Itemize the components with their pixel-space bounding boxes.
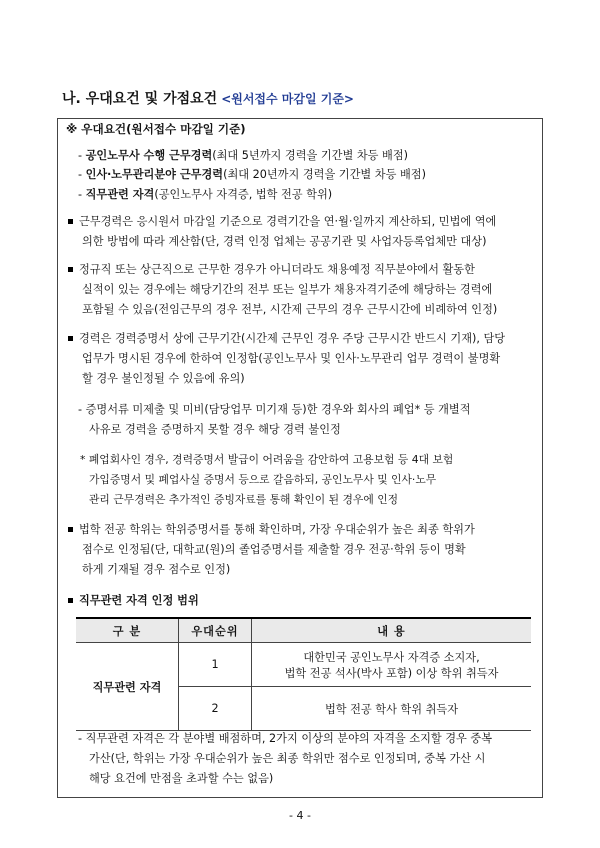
footnote-line: 관리 근무경력은 추가적인 증빙자료를 통해 확인이 된 경우에 인정 bbox=[89, 493, 399, 506]
section-title: 나. 우대요건 및 가점요건 bbox=[62, 91, 218, 107]
note-line: - 직무관련 자격은 각 분야별 배점하며, 2가지 이상의 분야의 자격을 소지할 경우 중복 bbox=[78, 732, 493, 745]
table-cell-content: 대한민국 공인노무사 자격증 소지자, 법학 전공 석사(박사 포함) 이상 학위 취득자 bbox=[252, 643, 532, 687]
box-title: ※ 우대요건(원서접수 마감일 기준) bbox=[66, 122, 246, 136]
note-line: 해당 요건에 만점을 초과할 수는 없음) bbox=[89, 772, 274, 785]
paragraph-line: 실적이 있는 경우에는 해당기간의 전부 또는 일부가 채용자격기준에 해당하는 경력에 bbox=[82, 283, 493, 296]
paragraph-line: 하게 기재될 경우 점수로 인정) bbox=[82, 563, 231, 576]
page-number: - 4 - bbox=[289, 809, 311, 822]
table-header: 구 분 bbox=[76, 618, 179, 643]
table-header: 우대순위 bbox=[179, 618, 252, 643]
footnote-line: 가입증명서 및 폐업사실 증명서 등으로 갈음하되, 공인노무사 및 인사‧노무 bbox=[89, 473, 437, 486]
paragraph-line: - 증명서류 미제출 및 미비(담당업무 미기재 등)한 경우와 회사의 폐업* 등 개별적 bbox=[78, 403, 471, 416]
paragraph-line: 할 경우 불인정될 수 있음에 유의) bbox=[82, 372, 245, 385]
paragraph-line: 포함될 수 있음(전임근무의 경우 전부, 시간제 근무의 경우 근무시간에 비례하여 인정) bbox=[82, 303, 498, 316]
note-line: 가산(단, 학위는 가장 우대순위가 높은 최종 학위만 점수로 인정되며, 중복 가산 시 bbox=[89, 752, 486, 765]
table-cell-content: 법학 전공 학사 학위 취득자 bbox=[252, 687, 532, 731]
qualification-table bbox=[76, 617, 531, 731]
paragraph-line: 의한 방법에 따라 계산함(단, 경력 인정 업체는 공공기관 및 사업자등록업체만 대상) bbox=[82, 235, 487, 248]
footnote-line: * 폐업회사인 경우, 경력증명서 발급이 어려움을 감안하여 고용보험 등 4대 보험 bbox=[80, 453, 454, 466]
list-item: - 직무관련 자격(공인노무사 자격증, 법학 전공 학위) bbox=[78, 188, 333, 201]
paragraph-line: 업무가 명시된 경우에 한하여 인정함(공인노무사 및 인사‧노무관리 업무 경력이 불명확 bbox=[82, 352, 501, 365]
paragraph-line: 점수로 인정됨(단, 대학교(원)의 졸업증명서를 제출할 경우 전공‧학위 등이 명확 bbox=[82, 543, 466, 556]
paragraph-line: 사유로 경력을 증명하지 못할 경우 해당 경력 불인정 bbox=[89, 423, 341, 436]
paragraph-line: 정규직 또는 상근직으로 근무한 경우가 아니더라도 채용예정 직무분야에서 활동한 bbox=[68, 262, 475, 277]
table-title: 직무관련 자격 인정 범위 bbox=[68, 593, 199, 608]
paragraph-line: 근무경력은 응시원서 마감일 기준으로 경력기간을 연‧월‧일까지 계산하되, 민법에 역에 bbox=[68, 214, 496, 229]
section-heading bbox=[62, 88, 354, 108]
table-header: 내 용 bbox=[252, 618, 532, 643]
paragraph-line: 경력은 경력증명서 상에 근무기간(시간제 근무인 경우 주당 근무시간 반드시 기재), 담당 bbox=[68, 331, 505, 346]
paragraph-line: 법학 전공 학위는 학위증명서를 통해 확인하며, 가장 우대순위가 높은 최종 학위가 bbox=[68, 522, 475, 537]
list-item: - 공인노무사 수행 근무경력(최대 5년까지 경력을 기간별 차등 배점) bbox=[78, 149, 409, 162]
table-category: 직무관련 자격 bbox=[76, 643, 179, 731]
table-cell-rank: 2 bbox=[179, 687, 252, 731]
list-item: - 인사‧노무관리분야 근무경력(최대 20년까지 경력을 기간별 차등 배점) bbox=[78, 168, 426, 181]
table-cell-rank: 1 bbox=[179, 643, 252, 687]
section-subtitle: <원서접수 마감일 기준> bbox=[221, 92, 354, 106]
